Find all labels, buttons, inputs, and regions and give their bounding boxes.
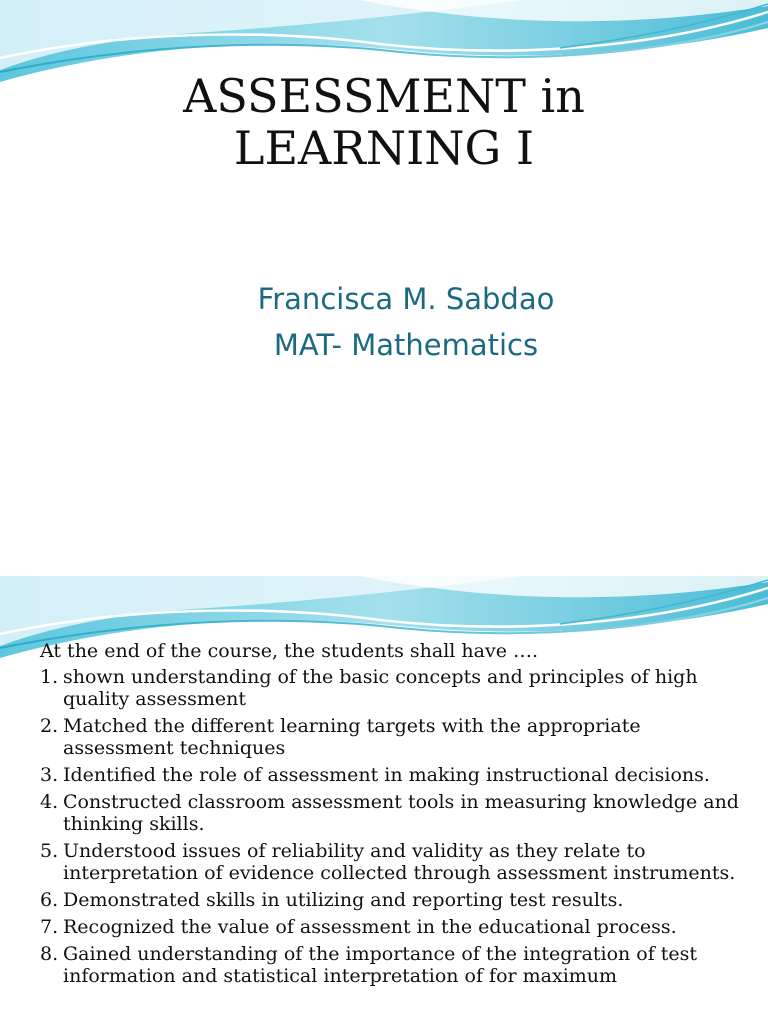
item-number: 5.	[40, 840, 59, 862]
item-number: 6.	[40, 889, 59, 911]
author-name: Francisca M. Sabdao	[257, 282, 555, 316]
slide-subtitle	[0, 276, 768, 368]
item-number: 8.	[40, 943, 59, 965]
list-item	[40, 715, 750, 759]
item-number: 2.	[40, 715, 59, 737]
item-number: 1.	[40, 666, 59, 688]
item-text: Constructed classroom assessment tools in measuring knowledge and thinking skills.	[63, 791, 739, 835]
item-text: Matched the different learning targets with the appropriate assessment techniques	[63, 715, 641, 759]
list-item	[40, 840, 750, 884]
list-item	[40, 916, 750, 938]
item-text: Gained understanding of the importance of the integration of test information and statistical interpretation of for maximum	[63, 943, 698, 987]
list-item	[40, 764, 750, 786]
author-program: MAT- Mathematics	[273, 328, 539, 362]
outcomes-intro: At the end of the course, the students shall have ….	[40, 640, 539, 662]
item-number: 4.	[40, 791, 59, 813]
outcomes-list	[40, 666, 750, 987]
list-item	[40, 666, 750, 710]
item-number: 7.	[40, 916, 59, 938]
title-line-1: ASSESSMENT in	[183, 69, 585, 123]
outcomes-content	[40, 640, 750, 992]
list-item	[40, 791, 750, 835]
title-line-2: LEARNING I	[233, 121, 535, 175]
item-text: shown understanding of the basic concepts and principles of high quality assessment	[63, 666, 698, 710]
slide-title	[0, 70, 768, 174]
item-number: 3.	[40, 764, 59, 786]
item-text: Identified the role of assessment in making instructional decisions.	[63, 764, 710, 786]
item-text: Understood issues of reliability and validity as they relate to interpretation of evidence collected through assessment instruments.	[63, 840, 736, 884]
item-text: Recognized the value of assessment in the educational process.	[63, 916, 677, 938]
list-item	[40, 889, 750, 911]
list-item	[40, 943, 750, 987]
item-text: Demonstrated skills in utilizing and reporting test results.	[63, 889, 624, 911]
